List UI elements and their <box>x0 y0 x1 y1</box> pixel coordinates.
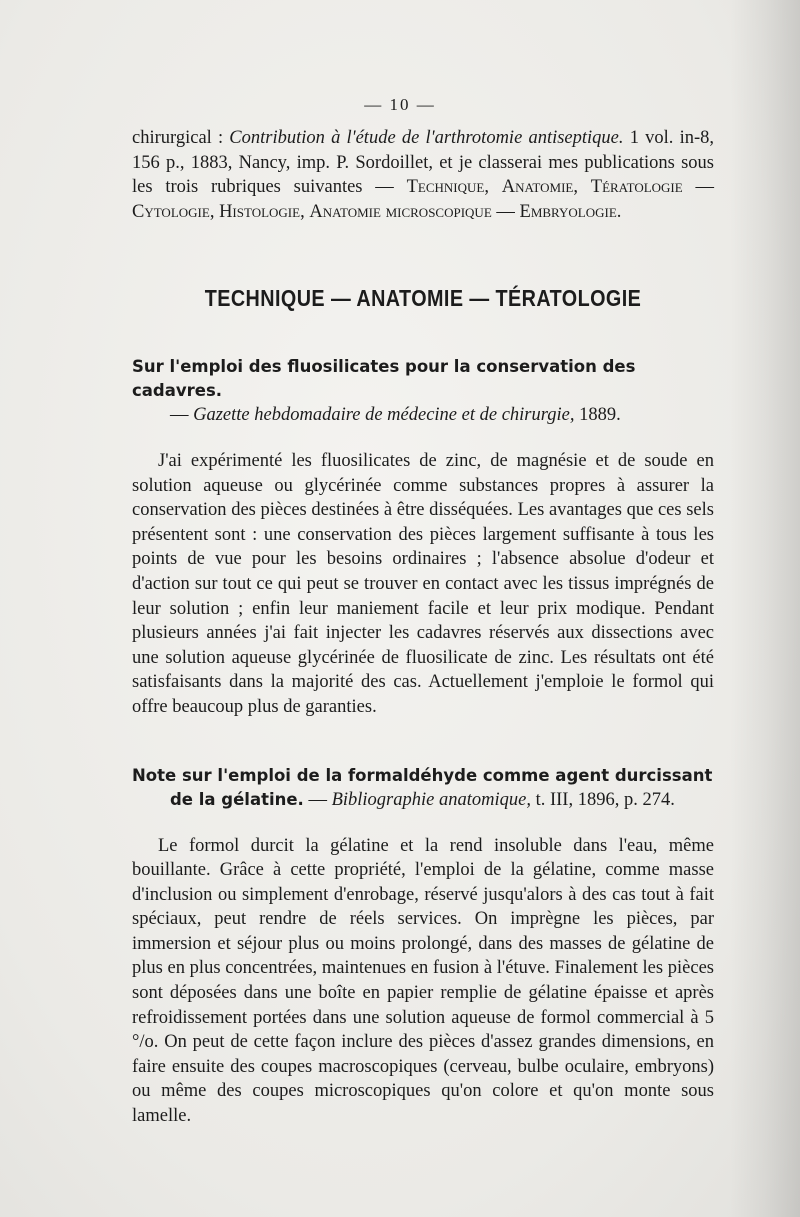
separator: , <box>484 177 502 198</box>
separator: — <box>491 201 520 222</box>
section-heading: TECHNIQUE — ANATOMIE — TÉRATOLOGIE <box>204 285 642 312</box>
source-dash: — <box>303 789 332 810</box>
rubric-anatomie: Anatomie <box>501 177 574 198</box>
entry-2-title-line1: Note sur l'emploi de la formaldéhyde comme agent durcissant <box>132 765 713 785</box>
page-number: — 10 — <box>364 95 436 114</box>
rubric-anatomie-microscopique: Anatomie microscopique <box>309 201 492 222</box>
entry-2-title-block <box>132 764 714 812</box>
entry-1-text: J'ai expérimenté les fluosilicates de zinc, de magnésie et de soude en solution aqueuse ou glycérinée comme substances propres à assurer la conservation des pièces destinées à être disséquées. Les avantages que ces sels présentent sont : une conservation des pièces largement suffisante à tous les points de vue pour les besoins ordinaires ; l'absence absolue d'odeur et d'action sur tout ce qui peut se trouver en contact avec les tissus imprégnés de leur solution ; enfin leur maniement facile et leur prix modique. Pendant plusieurs années j'ai fait injecter les cadavres réservés aux dissections avec une solution aqueuse glycérinée de fluosilicate de zinc. Les résultats ont été satisfaisants dans la majorité des cas. Actuellement j'emploie le formol qui offre beaucoup plus de garanties. <box>132 450 714 717</box>
intro-lead: chirurgical : <box>132 128 230 148</box>
rubric-teratologie: Tératologie <box>590 177 683 198</box>
page-edge-shadow <box>730 0 800 1217</box>
entry-1-year: 1889. <box>574 404 621 425</box>
entry-2-journal: Bibliographie anatomique, <box>331 789 531 810</box>
period: . <box>616 201 622 222</box>
intro-details: 1 vol. in-8, 156 p., 1883, Nancy, imp. P. Sordoillet, et je classerai mes publications sous les trois rubriques suivantes — <box>132 128 714 198</box>
entry-2-text: Le formol durcit la gélatine et la rend insoluble dans l'eau, même bouillante. Grâce à cette propriété, l'emploi de la gélatine, comme masse d'inclusion ou simplement d'enrobage, réservé jusqu'alors à des cas tout à fait spéciaux, peut rendre de réels services. On imprègne les pièces, par immersion et séjour plus ou moins prolongé, dans des masses de gélatine de plus en plus concentrées, maintenues en fusion à l'étuve. Finalement les pièces sont déposées dans une boîte en papier remplie de gélatine épaisse et après refroidissement portées dans une solution aqueuse de formol commercial à 5 °/o. On peut de cette façon inclure des pièces d'assez grandes dimensions, en faire ensuite des coupes macroscopiques (cerveau, bulbe oculaire, embryons) ou même des coupes microscopiques qu'on colore et qu'on monte sous lamelle. <box>132 835 714 1127</box>
entry-2-body <box>132 834 714 1129</box>
separator: , <box>300 201 310 222</box>
rubric-embryologie: Embryologie <box>519 201 617 222</box>
entry-1-journal: Gazette hebdomadaire de médecine et de chirurgie, <box>193 404 575 425</box>
source-dash: — <box>170 404 194 425</box>
entry-1-title: Sur l'emploi des fluosilicates pour la conservation des cadavres. <box>132 356 636 400</box>
separator: — <box>682 177 714 198</box>
rubric-technique: Technique <box>406 177 485 198</box>
entry-1-title-block <box>132 355 714 427</box>
entry-1-body <box>132 449 714 720</box>
entry-2-title-line2-wrap <box>132 788 714 812</box>
separator: , <box>573 177 591 198</box>
entry-2-source-rest: t. III, 1896, p. 274. <box>530 789 675 810</box>
entry-2-title-line2: de la gélatine. <box>170 789 304 809</box>
entry-1-source <box>132 403 714 427</box>
intro-paragraph <box>132 126 714 224</box>
separator: , <box>209 201 220 222</box>
page-content <box>132 126 714 1129</box>
rubric-histologie: Histologie <box>219 201 301 222</box>
entry-2-source <box>304 790 675 810</box>
rubric-cytologie: Cytologie <box>132 201 210 222</box>
intro-book-title: Contribution à l'étude de l'arthrotomie antiseptique. <box>229 128 624 148</box>
